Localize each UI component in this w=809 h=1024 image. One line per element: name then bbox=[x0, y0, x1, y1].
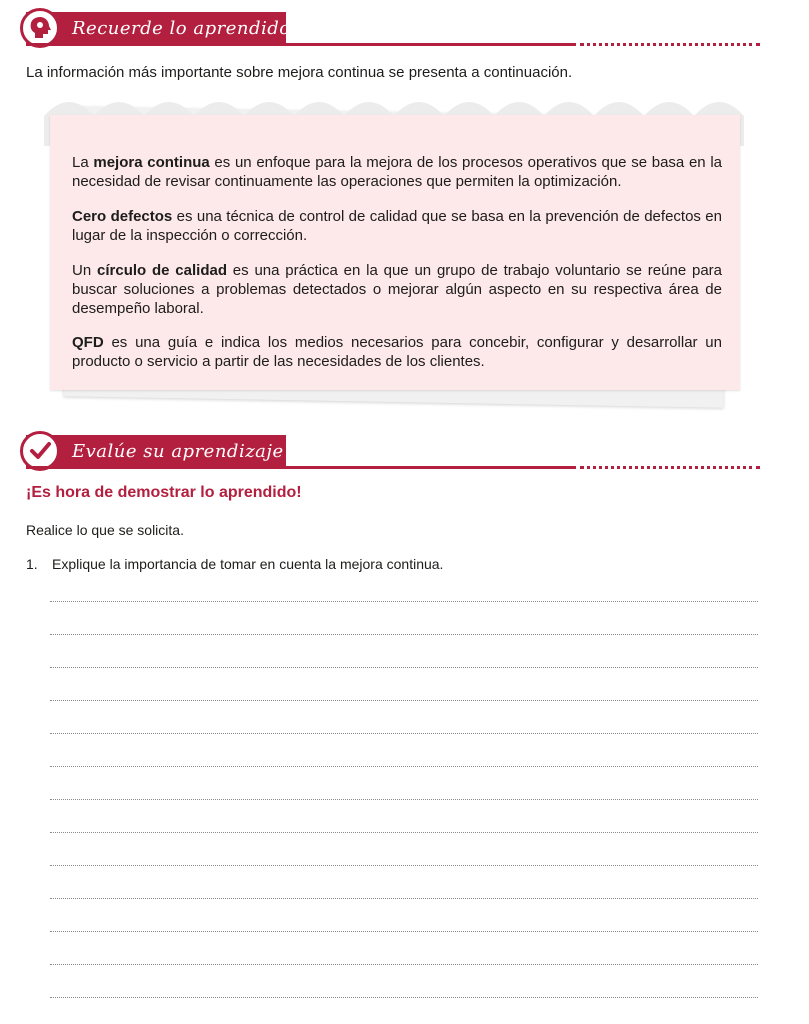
section-dotted-rule bbox=[580, 466, 760, 469]
section-banner-recall bbox=[26, 12, 291, 46]
evaluation-subtitle: ¡Es hora de demostrar lo aprendido! bbox=[26, 484, 302, 501]
answer-line[interactable] bbox=[50, 634, 758, 635]
note-paragraph-qfd: QFD es una guía e indica los medios necesarios para concebir, configurar y desarrollar un producto o servicio a partir de las necesidades de los clientes. bbox=[72, 334, 722, 370]
section-title: Evalúe su aprendizaje bbox=[72, 441, 284, 462]
note-card bbox=[50, 115, 740, 390]
note-paragraph-mejora-continua: La mejora continua es un enfoque para la mejora de los procesos operativos que se basa en la necesidad de revisar continuamente las operaciones que permiten la optimización. bbox=[72, 154, 722, 190]
head-icon bbox=[20, 8, 60, 48]
answer-line[interactable] bbox=[50, 766, 758, 767]
answer-line[interactable] bbox=[50, 799, 758, 800]
intro-text: La información más importante sobre mejora continua se presenta a continuación. bbox=[26, 64, 573, 81]
answer-line[interactable] bbox=[50, 964, 758, 965]
note-paragraph-cero-defectos: Cero defectos es una técnica de control de calidad que se basa en la prevención de defectos en lugar de la inspección o corrección. bbox=[72, 208, 722, 244]
answer-line[interactable] bbox=[50, 667, 758, 668]
section-rule bbox=[26, 43, 576, 46]
checkmark-icon bbox=[20, 431, 60, 471]
section-title: Recuerde lo aprendido bbox=[72, 18, 291, 39]
answer-line[interactable] bbox=[50, 997, 758, 998]
section-banner-evaluate bbox=[26, 435, 286, 469]
note-paragraph-circulo-calidad: Un círculo de calidad es una práctica en la que un grupo de trabajo voluntario se reúne para buscar soluciones a problemas detectados o mejorar algún aspecto en su respectiva área de desempeño laboral. bbox=[72, 262, 722, 317]
answer-line[interactable] bbox=[50, 700, 758, 701]
question-number: 1. bbox=[26, 556, 38, 572]
answer-line[interactable] bbox=[50, 733, 758, 734]
answer-line[interactable] bbox=[50, 865, 758, 866]
answer-line[interactable] bbox=[50, 931, 758, 932]
section-rule bbox=[26, 466, 576, 469]
answer-line[interactable] bbox=[50, 832, 758, 833]
question-text: Explique la importancia de tomar en cuenta la mejora continua. bbox=[52, 556, 444, 572]
section-dotted-rule bbox=[580, 43, 760, 46]
answer-line[interactable] bbox=[50, 898, 758, 899]
answer-line[interactable] bbox=[50, 601, 758, 602]
question-1 bbox=[26, 556, 443, 572]
instruction-text: Realice lo que se solicita. bbox=[26, 522, 184, 538]
